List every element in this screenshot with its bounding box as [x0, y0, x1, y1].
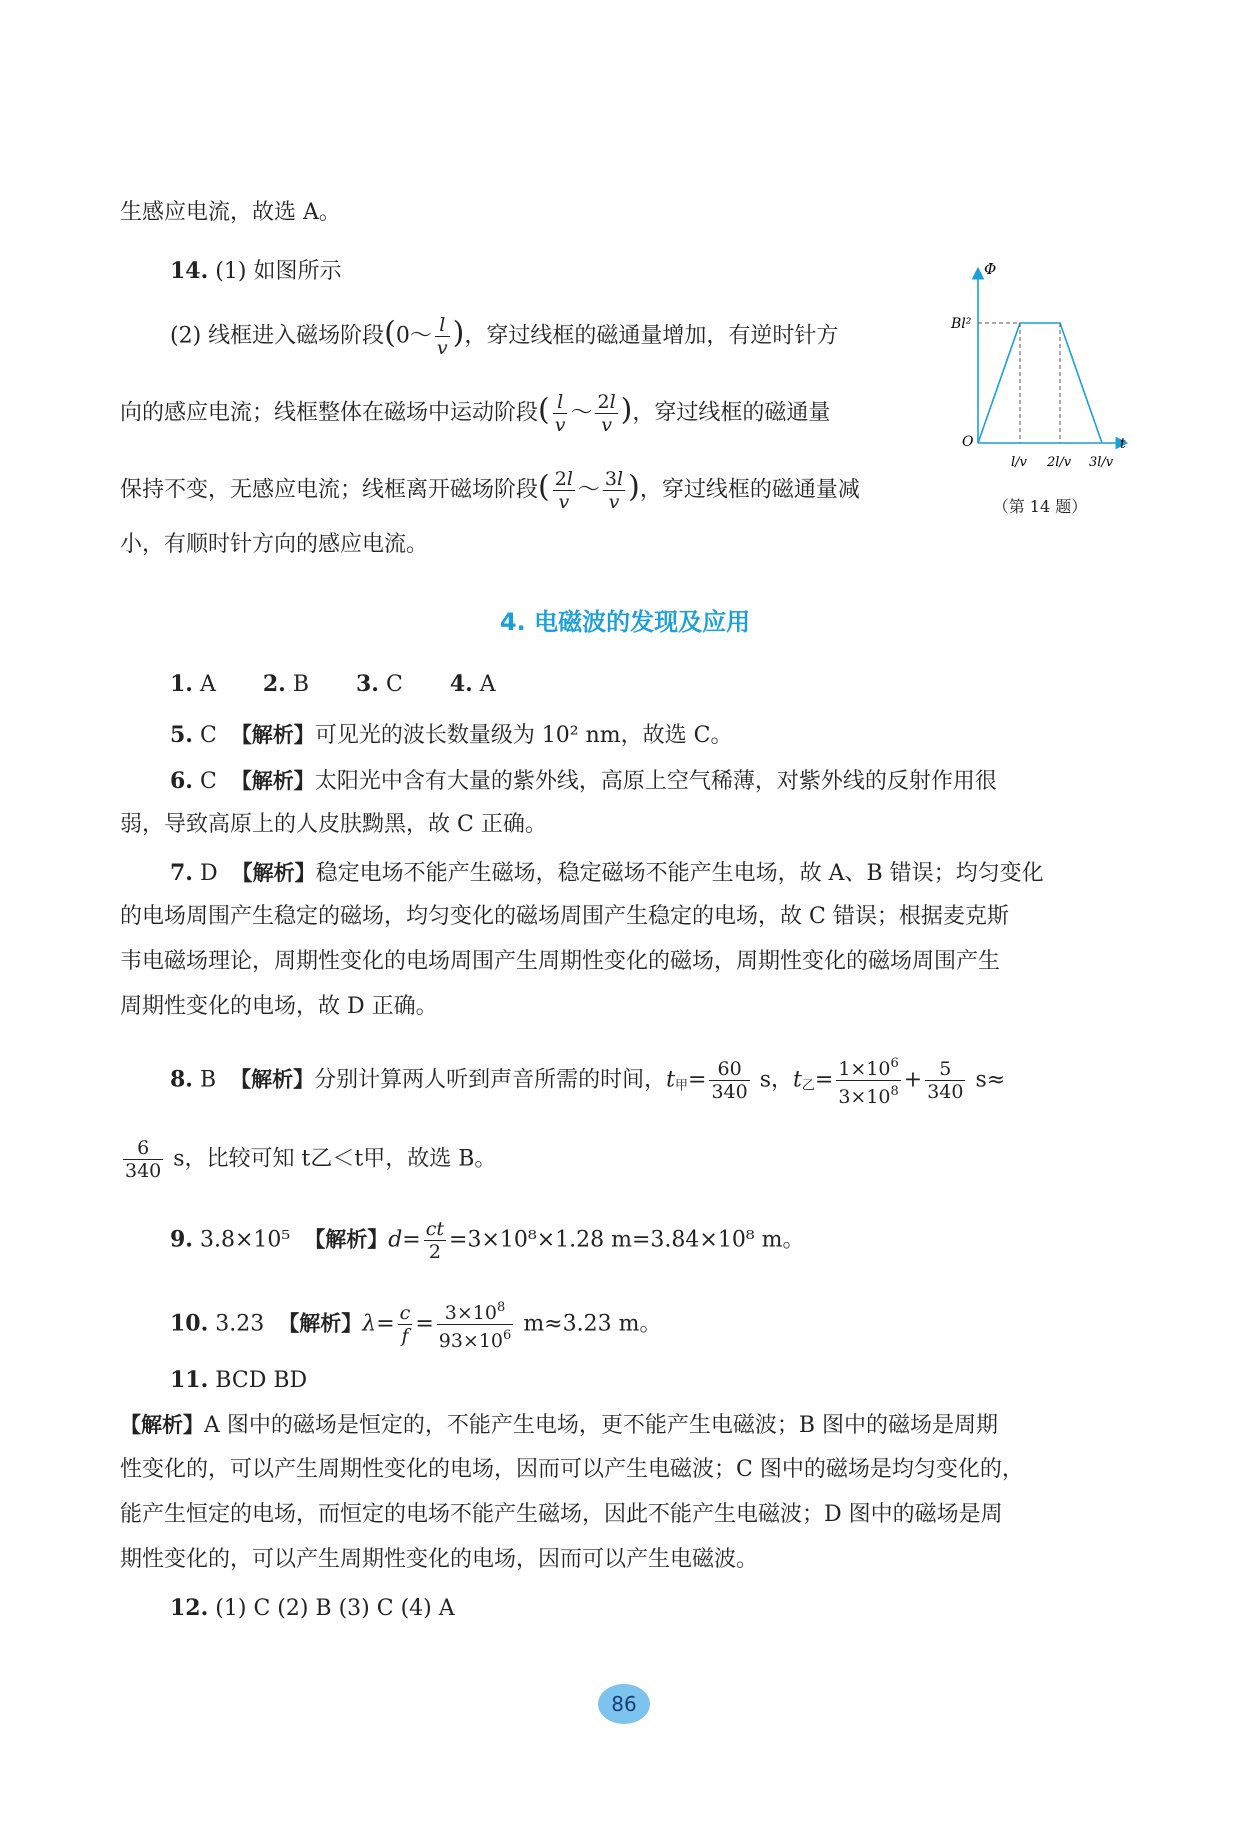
answer-7-cont: 韦电磁场理论，周期性变化的电场周围产生周期性变化的磁场，周期性变化的磁场周围产生: [120, 949, 1001, 974]
q14-part1: 14. (1) 如图所示: [170, 258, 342, 284]
answer-5: 5. C 【解析】可见光的波长数量级为 10² nm，故选 C。: [170, 722, 733, 748]
tick-label: l/v: [1011, 455, 1027, 470]
flux-curve: [978, 323, 1102, 443]
answer-11: 11. BCD BD: [170, 1367, 308, 1393]
q14-part2: (2) 线框进入磁场阶段(0～ $\frac{l}{v}$ )，穿过线框的磁通量增加，有逆时针方: [170, 314, 839, 359]
answer-12: 12. (1) C (2) B (3) C (4) A: [170, 1595, 455, 1621]
answer-11-analysis: 【解析】A 图中的磁场是恒定的，不能产生电场，更不能产生电磁波；B 图中的磁场是周期: [120, 1413, 999, 1438]
answers-1-4: 1. A 2. B 3. C 4. A: [170, 671, 496, 697]
answer-6-cont: 弱，导致高原上的人皮肤黝黑，故 C 正确。: [120, 812, 547, 837]
answer-8-cont: $\frac{6}{340}$ s，比较可知 t乙＜t甲，故选 B。: [125, 1137, 497, 1182]
answer-11-cont: 性变化的，可以产生周期性变化的电场，因而可以产生电磁波；C 图中的磁场是均匀变化的，: [120, 1457, 1024, 1482]
bl2-label: Bl²: [951, 316, 972, 332]
origin-label: O: [962, 434, 974, 450]
flux-graph: [950, 258, 1140, 508]
tick-label: 3l/v: [1089, 455, 1114, 470]
answer-7-cont: 的电场周围产生稳定的磁场，均匀变化的磁场周围产生稳定的电场，故 C 错误；根据麦克斯: [120, 904, 1009, 929]
answer-11-cont: 能产生恒定的电场，而恒定的电场不能产生磁场，因此不能产生电磁波；D 图中的磁场是周: [120, 1502, 1003, 1527]
q14-part4: 保持不变，无感应电流；线框离开磁场阶段( $\frac{2l}{v}$ ～ $\frac{3l}{v}$ )，穿过线框的磁通量减: [120, 468, 860, 513]
answer-10: 10. 3.23 【解析】λ= $\frac{c}{f}$ = $\frac{3\times 10^8}{93\times 10^6}$ m≈3.23 m。: [170, 1297, 1130, 1352]
answer-7: 7. D 【解析】稳定电场不能产生磁场，稳定磁场不能产生电场，故 A、B 错误；均匀变化: [170, 860, 1044, 886]
answer-9: 9. 3.8×10⁵ 【解析】d= $\frac{ct}{2}$ =3×10⁸×1.28 m=3.84×10⁸ m。: [170, 1218, 805, 1263]
answer-8: 8. B 【解析】分别计算两人听到声音所需的时间，$t_甲=$ $\frac{60}{340}$ s，$t_乙=$ $\frac{1\times 10^6}{3\times 10^8}$ + $\frac{5}{340}$ s≈: [170, 1053, 1130, 1108]
t-label: t: [1120, 436, 1126, 452]
figure-caption: （第 14 题）: [992, 497, 1088, 516]
answer-7-cont: 周期性变化的电场，故 D 正确。: [120, 994, 438, 1019]
tick-label: 2l/v: [1047, 455, 1072, 470]
answer-6: 6. C 【解析】太阳光中含有大量的紫外线，高原上空气稀薄，对紫外线的反射作用很: [170, 768, 997, 794]
answer-11-cont: 期性变化的，可以产生周期性变化的电场，因而可以产生电磁波。: [120, 1547, 759, 1572]
phi-label: Φ: [984, 260, 997, 278]
q14-part3: 向的感应电流；线框整体在磁场中运动阶段( $\frac{l}{v}$ ～ $\frac{2l}{v}$ )，穿过线框的磁通量: [120, 391, 831, 436]
section-title: 4. 电磁波的发现及应用: [499, 608, 751, 636]
page-number: 86: [598, 1684, 650, 1724]
q14-part5: 小，有顺时针方向的感应电流。: [120, 532, 429, 557]
text-line: 生感应电流，故选 A。: [120, 200, 341, 225]
